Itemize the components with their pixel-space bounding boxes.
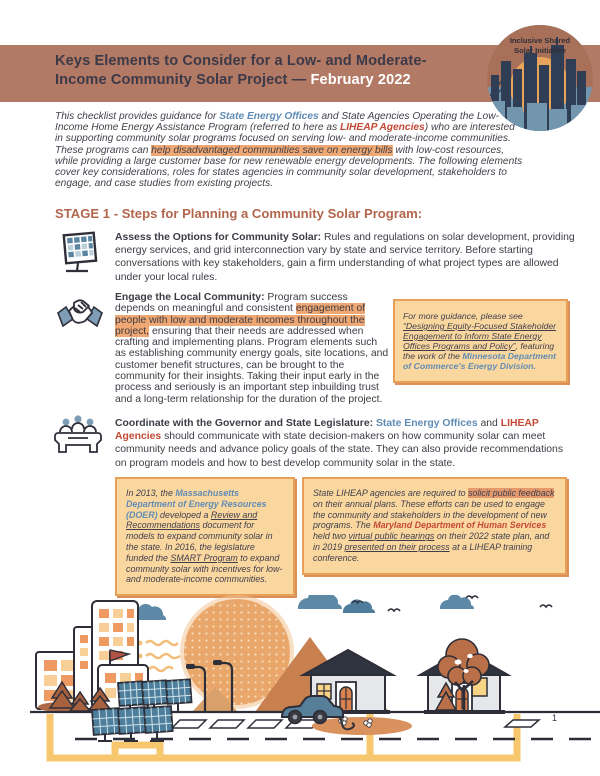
sidebox-text: For more guidance, please see <box>403 311 523 321</box>
state-energy-offices-ref[interactable]: State Energy Offices <box>373 418 478 429</box>
intro-paragraph <box>55 111 523 189</box>
item2-heading: Engage the Local Community: <box>115 292 265 303</box>
liheap-agencies-ref[interactable]: LIHEAP Agencies <box>340 122 425 134</box>
item3-body: and <box>477 418 501 429</box>
intro-text: with low-cost resources, while providing a large customer base for new renewable energy developments. The following elements cover key considerations, roles for states agencies in community solar development, stakeholders to engage, and case studies from existing projects. <box>55 144 523 190</box>
handshake-icon <box>56 293 104 341</box>
stage1-heading: STAGE 1 - Steps for Planning a Community Solar Program: <box>55 206 423 221</box>
clouds <box>130 595 474 620</box>
minnesota-commerce-link[interactable]: Minnesota Department of Commerce's Energy Division. <box>403 351 557 371</box>
smart-program-link[interactable]: SMART Program <box>170 552 238 563</box>
intro-text: This checklist provides guidance for <box>55 111 220 122</box>
case-text: at a LIHEAP training conference. <box>313 541 533 563</box>
liheap-agencies-ref[interactable]: LIHEAP Agencies <box>115 418 539 443</box>
highlighted-text: engagement of people with low and moderate incomes throughout the project, <box>115 303 366 337</box>
item3-body: should communicate with state decision-makers on how community solar can meet community needs and advance policy goals of the state. They can also provide recommendations on program models and how to best develop community solar in the state. <box>115 431 564 469</box>
title-date: February 2022 <box>310 72 411 88</box>
item2-body: ensuring that their needs are addressed when crafting and implementing plans. Program elements such as establishing community energy goals, site locations, and customer benefit structures, can be brought to the community for their insights. Taking their input early in the process and seriously is an important step inbuilding trust and a long-term relationship for the duration of the project. <box>115 325 389 405</box>
equity-engagement-link[interactable]: “Designing Equity-Focused Stakeholder Engagement to Inform State Energy Offices Programs and Policy” <box>403 321 557 351</box>
maryland-dhs-link[interactable]: Maryland Department of Human Services <box>373 520 547 531</box>
presented-process-link[interactable]: presented on their process <box>344 541 450 552</box>
community-solar-illustration <box>0 595 600 776</box>
case-text: State LIHEAP agencies are required to <box>313 488 469 498</box>
item-coordinate-government <box>115 417 577 470</box>
case-text: document for models to expand community solar in the state. In 2016, the legislature funded the <box>126 520 273 563</box>
guidance-callout-box <box>393 299 568 383</box>
intro-text: and State Agencies Operating the Low-Income Home Energy Assistance Program (referred to here as <box>55 111 499 134</box>
case-text: In 2013, the <box>126 488 176 498</box>
case-text: developed a <box>157 509 211 520</box>
item1-body: Rules and regulations on solar development, providing energy services, and grid interconnection vary by state and service territory. Before starting conversations with key stakeholders, gain a firm understanding of what project types are allowed under your local rules. <box>115 232 575 283</box>
page-number: 1 <box>552 713 558 723</box>
maryland-case-box <box>302 477 567 575</box>
sidebox-text: , featuring the work of the <box>403 341 555 361</box>
state-energy-offices-ref[interactable]: State Energy Offices <box>219 111 319 122</box>
meeting-icon <box>54 414 102 462</box>
title-line2: Income Community Solar Project — <box>55 72 311 88</box>
item-assess-options <box>115 231 577 284</box>
virtual-hearings-link[interactable]: virtual public hearings <box>348 531 435 542</box>
case-text: to expand community solar with incentives for low- and moderate-income communities. <box>126 552 283 585</box>
intro-text: ) who are interested in supporting community solar programs focused on serving low- and moderate-income communities. These programs can <box>55 122 515 156</box>
case-text: on their 2022 state plan, and in 2019 <box>313 531 550 552</box>
review-recommendations-link[interactable]: Review and Recommendations <box>126 509 258 531</box>
logo-text <box>487 36 593 55</box>
massachusetts-doer-link[interactable]: Massachusetts Department of Energy Resources (DOER) <box>126 488 267 520</box>
highlighted-text: help disadvantaged communities save on energy bills <box>151 144 393 156</box>
item-engage-community <box>115 292 389 405</box>
item1-heading: Assess the Options for Community Solar: <box>115 232 322 243</box>
item3-heading: Coordinate with the Governor and State Legislature: <box>115 418 374 429</box>
page-title <box>55 52 427 90</box>
solar-panel-icon <box>56 229 104 277</box>
flower-mound <box>312 717 412 735</box>
case-text: held two <box>313 531 349 542</box>
massachusetts-case-box <box>115 477 295 596</box>
title-line1: Keys Elements to Consider for a Low- and Moderate- <box>55 53 427 69</box>
case-text: on their annual plans. These efforts can be used to engage the community and stakeholders in the development of new programs. The <box>313 498 547 531</box>
logo-text-line2: Solar Initiative <box>514 45 566 55</box>
item2-body: Program success depends on meaningful and consistent <box>115 292 348 315</box>
inclusive-shared-solar-logo <box>487 25 593 131</box>
logo-text-line1: Inclusive Shared <box>509 36 571 45</box>
highlighted-text: solicit public feedback <box>468 488 555 498</box>
